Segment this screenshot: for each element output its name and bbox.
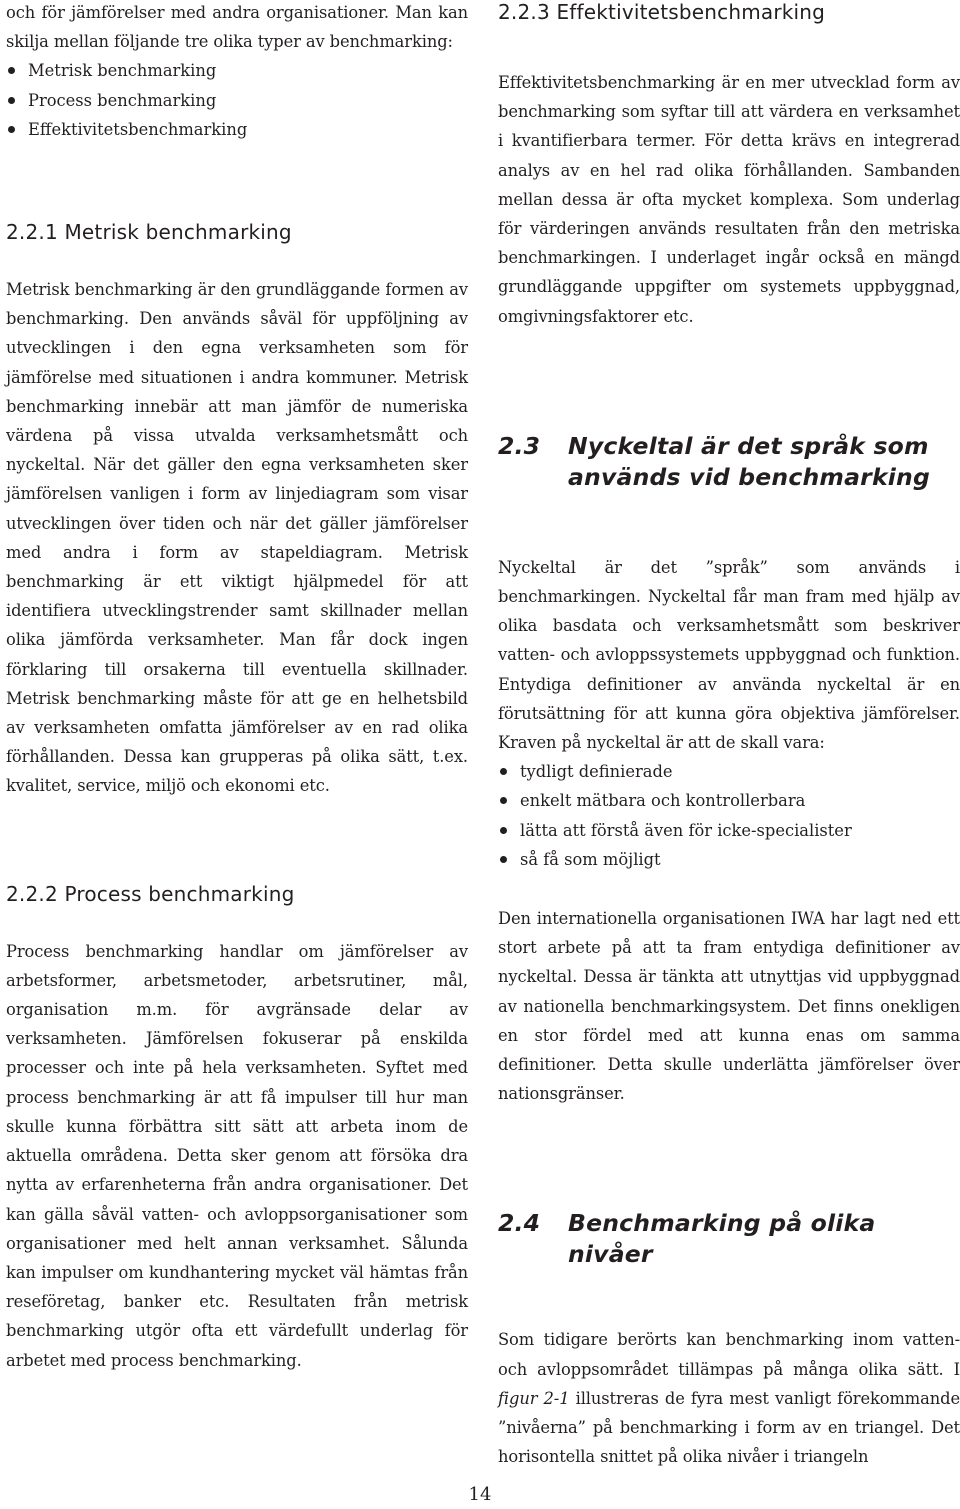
section-2-2-3-heading: 2.2.3 Effektivitetsbenchmarking bbox=[498, 0, 826, 24]
section-2-4-number: 2.4 bbox=[498, 1209, 541, 1238]
benchmark-types-list bbox=[6, 56, 468, 144]
list-item: Effektivitetsbenchmarking bbox=[6, 115, 468, 144]
section-2-2-1-heading: 2.2.1 Metrisk benchmarking bbox=[6, 220, 292, 245]
right-column bbox=[498, 0, 960, 1472]
section-2-3-number: 2.3 bbox=[498, 431, 541, 460]
figure-reference: figur 2-1 bbox=[498, 1388, 570, 1408]
list-item: lätta att förstå även för icke-specialister bbox=[498, 816, 960, 845]
section-2-3-heading bbox=[498, 431, 960, 493]
section-2-4-heading bbox=[498, 1208, 960, 1270]
section-2-4-text bbox=[498, 1325, 960, 1471]
section-2-2-3-text: Effektivitetsbenchmarking är en mer utvecklad form av benchmarking som syftar till att värdera en verksamhet i kvantifierbara termer. För detta krävs en integrerad analys av en hel rad olika förhållanden. Sambanden mellan dessa är ofta mycket komplexa. Som underlag för värderingen används resultaten från den metriska benchmarkingen. I underlaget ingår också en mängd grundläggande uppgifter om systemets uppbyggnad, omgivningsfaktorer etc. bbox=[498, 73, 960, 326]
intro-paragraph: och för jämförelser med andra organisationer. Man kan skilja mellan följande tre olika typer av benchmarking: bbox=[6, 3, 468, 52]
left-column bbox=[6, 0, 468, 1375]
section-2-4-title: Benchmarking på olika nivåer bbox=[568, 1209, 876, 1269]
list-item: tydligt definierade bbox=[498, 757, 960, 786]
list-item: så få som möjligt bbox=[498, 845, 960, 874]
list-item: Process benchmarking bbox=[6, 86, 468, 115]
section-2-4-text-post: illustreras de fyra mest vanligt förekommande ”nivåerna” på benchmarking i form av en triangel. Det horisontella snittet på olika nivåer i triangeln bbox=[498, 1388, 960, 1467]
section-2-2-2-heading: 2.2.2 Process benchmarking bbox=[6, 881, 295, 906]
section-2-3-text: Nyckeltal är det ”språk” som används i benchmarkingen. Nyckeltal får man fram med hjälp av olika basdata och verksamhetsmått som beskriver vatten- och avloppssystemets uppbyggnad och funktion. Entydiga definitioner av använda nyckeltal är en förutsättning för att kunna göra objektiva jämförelser. Kraven på nyckeltal är att de skall vara: bbox=[498, 557, 960, 753]
section-2-3-title: Nyckeltal är det språk som används vid benchmarking bbox=[568, 431, 930, 491]
section-2-2-1-text: Metrisk benchmarking är den grundläggande formen av benchmarking. Den används såväl för uppföljning av utvecklingen i den egna verksamheten som för jämförelse med situationen i andra kommuner. Metrisk benchmarking innebär att man jämför de numeriska värdena på vissa utvalda verksamhetsmått och nyckeltal. När det gäller den egna verksamheten sker jämförelsen vanligen i form av linjediagram som visar utvecklingen över tiden och när det gäller jämförelser med andra i form av stapeldiagram. Metrisk benchmarking är ett viktigt hjälpmedel för att identifiera utvecklingstrender samt skillnader mellan olika jämförda verksamheter. Man får dock ingen förklaring till orsakerna till eventuella skillnader. Metrisk benchmarking måste för att ge en helhetsbild av verksamheten omfatta jämförelser av en rad olika förhållanden. Dessa kan grupperas på olika sätt, t.ex. kvalitet, service, miljö och ekonomi etc. bbox=[6, 280, 468, 796]
section-2-2-2-text: Process benchmarking handlar om jämförelser av arbetsformer, arbetsmetoder, arbetsrutiner, mål, organisation m.m. för avgränsade delar av verksamheten. Jämförelsen fokuserar på enskilda processer och inte på hela verksamheten. Syftet med process benchmarking är att få impulser till hur man skulle kunna förbättra sitt sätt att arbeta inom de aktuella områdena. Detta sker genom att försöka dra nytta av erfarenheterna från andra organisationer. Det kan gälla såväl vatten- och avloppsorganisationer som organisationer med helt annan verksamhet. Sålunda kan impulser om kundhantering mycket väl hämtas från reseföretag, banker etc. Resultaten från metrisk benchmarking utgör ofta ett värdefullt underlag för arbetet med process benchmarking. bbox=[6, 941, 468, 1370]
requirements-list bbox=[498, 757, 960, 874]
page-number: 14 bbox=[468, 1484, 492, 1505]
section-2-3-text-2: Den internationella organisationen IWA har lagt ned ett stort arbete på att ta fram entydiga definitioner av nyckeltal. Dessa är tänkta att utnyttjas vid uppbyggnad av nationella benchmarkingsystem. Det finns onekligen en stor fördel med att kunna enas om samma definitioner. Detta skulle underlätta jämförelser över nationsgränser. bbox=[498, 909, 960, 1104]
list-item: enkelt mätbara och kontrollerbara bbox=[498, 786, 960, 815]
section-2-4-text-pre: Som tidigare berörts kan benchmarking inom vatten- och avloppsområdet tillämpas på många olika sätt. I bbox=[498, 1330, 960, 1379]
list-item: Metrisk benchmarking bbox=[6, 56, 468, 85]
